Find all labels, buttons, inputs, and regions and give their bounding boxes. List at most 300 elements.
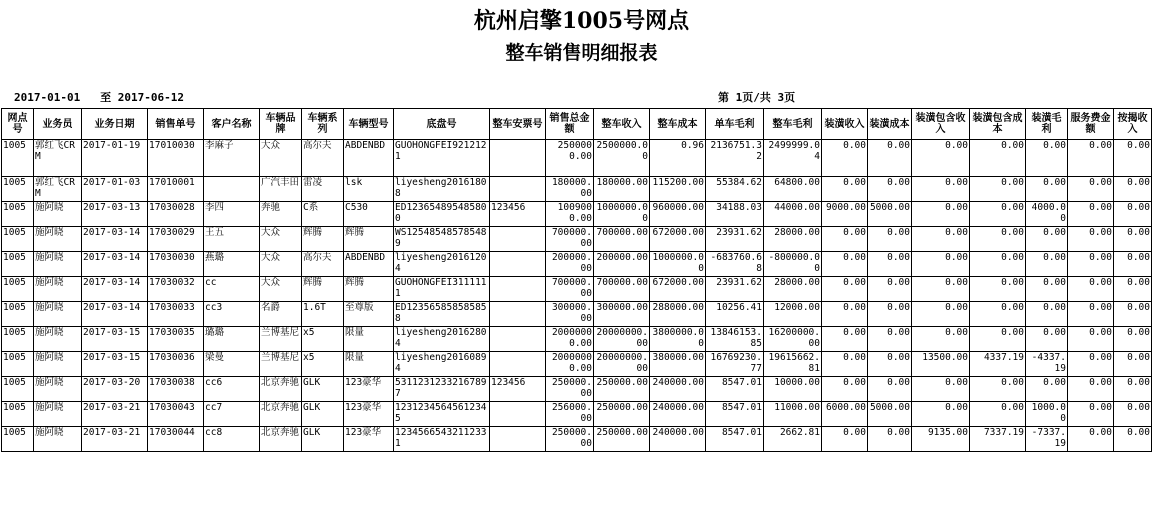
table-cell: 20000000.00 xyxy=(594,352,650,377)
table-cell: 17030044 xyxy=(148,427,204,452)
table-cell: 大众 xyxy=(260,227,302,252)
table-cell: 2017-03-21 xyxy=(82,427,148,452)
table-cell: 700000.00 xyxy=(594,277,650,302)
table-cell: 0.00 xyxy=(822,427,868,452)
table-cell: 辉腾 xyxy=(302,277,344,302)
table-cell: 0.00 xyxy=(868,140,912,177)
table-cell: 0.00 xyxy=(912,252,970,277)
table-cell: 兰博基尼 xyxy=(260,352,302,377)
table-cell: 王五 xyxy=(204,227,260,252)
table-cell: 郭红飞CRM xyxy=(34,177,82,202)
table-cell: 0.00 xyxy=(1026,177,1068,202)
table-cell: ABDENBD xyxy=(344,252,394,277)
column-header: 整车收入 xyxy=(594,109,650,140)
table-cell: 0.00 xyxy=(912,302,970,327)
table-cell: 高尔夫 xyxy=(302,140,344,177)
column-header: 整车安票号 xyxy=(490,109,546,140)
table-cell: 0.00 xyxy=(1026,140,1068,177)
table-cell: 李四 xyxy=(204,202,260,227)
table-row xyxy=(2,277,1152,302)
table-cell: 0.00 xyxy=(1068,202,1114,227)
table-cell: 17030038 xyxy=(148,377,204,402)
table-cell: 240000.00 xyxy=(650,402,706,427)
column-header: 按揭收入 xyxy=(1114,109,1152,140)
column-header: 业务员 xyxy=(34,109,82,140)
table-cell: 55384.62 xyxy=(706,177,764,202)
table-cell: 0.00 xyxy=(1068,252,1114,277)
table-cell: 0.00 xyxy=(1114,252,1152,277)
table-row xyxy=(2,202,1152,227)
table-cell: 0.00 xyxy=(1068,352,1114,377)
table-cell: 17030030 xyxy=(148,252,204,277)
table-cell: 施阿晓 xyxy=(34,427,82,452)
table-cell: 17030035 xyxy=(148,327,204,352)
column-header: 装潢包含成本 xyxy=(970,109,1026,140)
table-cell: ED123654895485800 xyxy=(394,202,490,227)
table-cell: 0.00 xyxy=(1068,302,1114,327)
table-cell: 1005 xyxy=(2,302,34,327)
table-cell: 施阿晓 xyxy=(34,402,82,427)
table-cell: 辉腾 xyxy=(344,277,394,302)
table-cell: -800000.00 xyxy=(764,252,822,277)
table-cell: 0.00 xyxy=(822,352,868,377)
date-start: 2017-01-01 xyxy=(14,91,81,104)
table-cell: 北京奔驰 xyxy=(260,402,302,427)
table-cell: 700000.00 xyxy=(546,277,594,302)
table-cell: 12312345645612345 xyxy=(394,402,490,427)
table-cell: 0.00 xyxy=(822,277,868,302)
table-row xyxy=(2,377,1152,402)
table-cell: 1005 xyxy=(2,377,34,402)
table-cell: 250000.00 xyxy=(594,402,650,427)
table-cell: 施阿晓 xyxy=(34,227,82,252)
table-cell: 19615662.81 xyxy=(764,352,822,377)
table-cell: 13846153.85 xyxy=(706,327,764,352)
table-row xyxy=(2,252,1152,277)
table-cell: 0.00 xyxy=(970,202,1026,227)
table-cell: 1005 xyxy=(2,252,34,277)
table-cell: 0.00 xyxy=(822,377,868,402)
table-cell: 雷凌 xyxy=(302,177,344,202)
table-cell xyxy=(490,277,546,302)
table-cell: 0.00 xyxy=(970,402,1026,427)
table-cell: 2500000.00 xyxy=(594,140,650,177)
table-cell: 7337.19 xyxy=(970,427,1026,452)
table-cell: 0.00 xyxy=(822,177,868,202)
table-cell: 5000.00 xyxy=(868,402,912,427)
table-cell: 2662.81 xyxy=(764,427,822,452)
table-cell: 限量 xyxy=(344,352,394,377)
table-cell: 17010030 xyxy=(148,140,204,177)
column-header: 销售总金额 xyxy=(546,109,594,140)
table-cell: 64800.00 xyxy=(764,177,822,202)
table-cell: 1.6T xyxy=(302,302,344,327)
table-cell: 0.00 xyxy=(970,377,1026,402)
table-cell: 0.00 xyxy=(868,302,912,327)
table-cell: 施阿晓 xyxy=(34,252,82,277)
table-cell: 0.00 xyxy=(1068,177,1114,202)
table-cell: 0.00 xyxy=(970,277,1026,302)
table-cell: -7337.19 xyxy=(1026,427,1068,452)
table-cell: 20000000.00 xyxy=(546,327,594,352)
table-cell: 6000.00 xyxy=(822,402,868,427)
table-cell: GUOHONGFEI3111111 xyxy=(394,277,490,302)
table-cell: 2017-03-14 xyxy=(82,227,148,252)
table-cell: cc3 xyxy=(204,302,260,327)
table-cell: 奔驰 xyxy=(260,202,302,227)
table-cell: 0.00 xyxy=(868,427,912,452)
table-cell: 0.00 xyxy=(868,277,912,302)
column-header: 业务日期 xyxy=(82,109,148,140)
table-cell: 200000.00 xyxy=(546,252,594,277)
table-cell: 700000.00 xyxy=(546,227,594,252)
table-cell: ED123565858585858 xyxy=(394,302,490,327)
table-cell: 1005 xyxy=(2,177,34,202)
table-cell: WS125485485785489 xyxy=(394,227,490,252)
table-cell: 1005 xyxy=(2,427,34,452)
table-cell: 0.00 xyxy=(822,227,868,252)
table-cell: 0.00 xyxy=(1114,302,1152,327)
table-cell: 250000.00 xyxy=(594,377,650,402)
table-cell: 180000.00 xyxy=(546,177,594,202)
table-cell: 2017-03-15 xyxy=(82,352,148,377)
table-cell: 0.00 xyxy=(1114,277,1152,302)
table-cell xyxy=(490,402,546,427)
table-cell: 250000.00 xyxy=(546,427,594,452)
table-cell: 17030028 xyxy=(148,202,204,227)
table-cell: liyesheng20162804 xyxy=(394,327,490,352)
table-cell: 2499999.04 xyxy=(764,140,822,177)
table-cell xyxy=(490,302,546,327)
column-header: 车辆系列 xyxy=(302,109,344,140)
table-cell: 1000.00 xyxy=(1026,402,1068,427)
column-header: 车辆品牌 xyxy=(260,109,302,140)
table-cell: 1005 xyxy=(2,327,34,352)
table-cell: -4337.19 xyxy=(1026,352,1068,377)
table-cell: 0.00 xyxy=(1026,252,1068,277)
table-cell: 2017-01-19 xyxy=(82,140,148,177)
table-cell: 20000000.00 xyxy=(594,327,650,352)
table-cell: 大众 xyxy=(260,252,302,277)
table-cell xyxy=(204,177,260,202)
table-cell: 17010001 xyxy=(148,177,204,202)
table-cell: 34188.03 xyxy=(706,202,764,227)
table-cell xyxy=(490,140,546,177)
table-cell: 200000.00 xyxy=(594,252,650,277)
table-cell: liyesheng20160894 xyxy=(394,352,490,377)
table-cell: 李麻子 xyxy=(204,140,260,177)
table-cell: 北京奔驰 xyxy=(260,377,302,402)
table-cell: 2500000.00 xyxy=(546,140,594,177)
table-cell: 施阿晓 xyxy=(34,327,82,352)
table-cell: 大众 xyxy=(260,277,302,302)
table-cell: 8547.01 xyxy=(706,377,764,402)
table-cell: 辉腾 xyxy=(302,227,344,252)
table-cell: 璐璐 xyxy=(204,327,260,352)
table-cell: 2017-03-14 xyxy=(82,252,148,277)
table-cell: 0.00 xyxy=(868,252,912,277)
table-cell: 8547.01 xyxy=(706,402,764,427)
table-row xyxy=(2,427,1152,452)
table-cell: 梁曼 xyxy=(204,352,260,377)
table-cell: 0.00 xyxy=(1114,327,1152,352)
table-cell: 11000.00 xyxy=(764,402,822,427)
table-cell: 123456 xyxy=(490,377,546,402)
table-cell: 施阿晓 xyxy=(34,377,82,402)
table-cell: 兰博基尼 xyxy=(260,327,302,352)
report-title: 杭州启擎1005号网点 xyxy=(473,8,690,34)
table-cell: 17030033 xyxy=(148,302,204,327)
table-cell: 0.00 xyxy=(970,252,1026,277)
table-cell: 240000.00 xyxy=(650,377,706,402)
table-cell: 2017-01-03 xyxy=(82,177,148,202)
table-cell: 0.00 xyxy=(1026,377,1068,402)
table-cell: 10256.41 xyxy=(706,302,764,327)
table-cell: 2017-03-14 xyxy=(82,277,148,302)
table-cell: 23931.62 xyxy=(706,227,764,252)
table-cell: 1005 xyxy=(2,140,34,177)
column-header: 装潢毛利 xyxy=(1026,109,1068,140)
table-cell: 240000.00 xyxy=(650,427,706,452)
table-cell: 123豪华 xyxy=(344,427,394,452)
table-cell: 123456 xyxy=(490,202,546,227)
column-header: 整车毛利 xyxy=(764,109,822,140)
table-cell: 0.00 xyxy=(912,277,970,302)
table-cell: 0.00 xyxy=(970,177,1026,202)
table-cell: -683760.68 xyxy=(706,252,764,277)
sales-detail-table xyxy=(1,108,1152,452)
table-cell: 0.96 xyxy=(650,140,706,177)
table-cell xyxy=(490,427,546,452)
table-cell: 380000.00 xyxy=(650,352,706,377)
report-subtitle: 整车销售明细报表 xyxy=(505,42,658,64)
table-row xyxy=(2,352,1152,377)
table-cell: 16769230.77 xyxy=(706,352,764,377)
table-cell: 0.00 xyxy=(912,377,970,402)
table-cell: 0.00 xyxy=(1114,227,1152,252)
table-cell: 123豪华 xyxy=(344,377,394,402)
table-cell: 960000.00 xyxy=(650,202,706,227)
table-cell: 施阿晓 xyxy=(34,202,82,227)
table-cell xyxy=(490,177,546,202)
table-cell: 20000000.00 xyxy=(546,352,594,377)
table-cell: 燕璐 xyxy=(204,252,260,277)
table-cell: 16200000.00 xyxy=(764,327,822,352)
table-cell: 256000.00 xyxy=(546,402,594,427)
table-cell: 672000.00 xyxy=(650,227,706,252)
table-cell: 0.00 xyxy=(868,377,912,402)
table-cell: 0.00 xyxy=(1114,140,1152,177)
table-cell: 0.00 xyxy=(868,352,912,377)
table-cell: 123豪华 xyxy=(344,402,394,427)
table-cell: x5 xyxy=(302,352,344,377)
table-cell: 13500.00 xyxy=(912,352,970,377)
table-cell: 300000.00 xyxy=(546,302,594,327)
table-cell: 0.00 xyxy=(1068,377,1114,402)
table-cell: 9135.00 xyxy=(912,427,970,452)
table-cell: 0.00 xyxy=(1114,352,1152,377)
table-cell: 施阿晓 xyxy=(34,302,82,327)
column-header: 服务费金额 xyxy=(1068,109,1114,140)
table-cell: 250000.00 xyxy=(546,377,594,402)
table-cell: 53112312332167897 xyxy=(394,377,490,402)
table-cell: 0.00 xyxy=(1068,277,1114,302)
table-cell: 3800000.00 xyxy=(650,327,706,352)
table-cell: 17030036 xyxy=(148,352,204,377)
table-cell: liyesheng20161808 xyxy=(394,177,490,202)
table-cell: 广汽丰田 xyxy=(260,177,302,202)
table-cell: 限量 xyxy=(344,327,394,352)
table-cell: 0.00 xyxy=(912,402,970,427)
column-header: 底盘号 xyxy=(394,109,490,140)
table-cell: 0.00 xyxy=(970,327,1026,352)
column-header: 装潢包含收入 xyxy=(912,109,970,140)
table-cell xyxy=(490,352,546,377)
table-cell: 0.00 xyxy=(912,327,970,352)
table-cell: 高尔夫 xyxy=(302,252,344,277)
table-cell: 0.00 xyxy=(1026,302,1068,327)
table-cell: GUOHONGFEI9212121 xyxy=(394,140,490,177)
table-cell: 5000.00 xyxy=(868,202,912,227)
table-cell: 大众 xyxy=(260,140,302,177)
table-cell: 1005 xyxy=(2,227,34,252)
table-cell: 23931.62 xyxy=(706,277,764,302)
table-cell: 10000.00 xyxy=(764,377,822,402)
table-cell: x5 xyxy=(302,327,344,352)
table-cell: 0.00 xyxy=(970,227,1026,252)
table-cell: 0.00 xyxy=(970,302,1026,327)
date-end: 2017-06-12 xyxy=(117,91,184,104)
table-cell: 0.00 xyxy=(912,227,970,252)
table-cell: 180000.00 xyxy=(594,177,650,202)
table-cell: GLK xyxy=(302,377,344,402)
table-cell xyxy=(490,327,546,352)
table-cell: 288000.00 xyxy=(650,302,706,327)
table-cell: 250000.00 xyxy=(594,427,650,452)
column-header: 销售单号 xyxy=(148,109,204,140)
table-header-row xyxy=(2,109,1152,140)
table-cell: 辉腾 xyxy=(344,227,394,252)
table-cell: 0.00 xyxy=(1114,202,1152,227)
table-cell: 17030032 xyxy=(148,277,204,302)
column-header: 整车成本 xyxy=(650,109,706,140)
table-cell xyxy=(490,252,546,277)
table-cell: 17030043 xyxy=(148,402,204,427)
table-cell: cc6 xyxy=(204,377,260,402)
table-cell: 施阿晓 xyxy=(34,352,82,377)
table-cell: 0.00 xyxy=(1068,427,1114,452)
table-cell: cc xyxy=(204,277,260,302)
table-cell: 0.00 xyxy=(822,302,868,327)
date-separator: 至 xyxy=(100,91,112,104)
table-cell: 0.00 xyxy=(1114,402,1152,427)
table-cell: C530 xyxy=(344,202,394,227)
table-cell: 44000.00 xyxy=(764,202,822,227)
table-cell: C系 xyxy=(302,202,344,227)
column-header: 客户名称 xyxy=(204,109,260,140)
column-header: 单车毛利 xyxy=(706,109,764,140)
table-cell: 2017-03-21 xyxy=(82,402,148,427)
page-indicator: 第 1页/共 3页 xyxy=(718,91,796,104)
table-cell: GLK xyxy=(302,402,344,427)
table-cell: 北京奔驰 xyxy=(260,427,302,452)
table-cell: 0.00 xyxy=(1068,227,1114,252)
table-cell: 0.00 xyxy=(1026,227,1068,252)
table-cell: 0.00 xyxy=(868,327,912,352)
table-cell: 2017-03-13 xyxy=(82,202,148,227)
table-cell: 施阿晓 xyxy=(34,277,82,302)
table-cell: 1005 xyxy=(2,202,34,227)
column-header: 车辆型号 xyxy=(344,109,394,140)
table-cell: lsk xyxy=(344,177,394,202)
table-row xyxy=(2,227,1152,252)
table-cell: 300000.00 xyxy=(594,302,650,327)
table-cell: 0.00 xyxy=(912,140,970,177)
table-cell: 名爵 xyxy=(260,302,302,327)
table-cell: 至尊版 xyxy=(344,302,394,327)
table-cell: 0.00 xyxy=(1026,327,1068,352)
table-cell: 2136751.32 xyxy=(706,140,764,177)
table-cell: 1005 xyxy=(2,402,34,427)
table-cell: 4000.00 xyxy=(1026,202,1068,227)
table-cell: ABDENBD xyxy=(344,140,394,177)
column-header: 网点号 xyxy=(2,109,34,140)
table-cell: 0.00 xyxy=(1114,377,1152,402)
table-cell: 1000000.00 xyxy=(594,202,650,227)
table-cell: 28000.00 xyxy=(764,277,822,302)
table-cell: 0.00 xyxy=(1068,140,1114,177)
table-cell: 2017-03-14 xyxy=(82,302,148,327)
table-row xyxy=(2,302,1152,327)
date-range xyxy=(14,89,184,105)
table-cell: 4337.19 xyxy=(970,352,1026,377)
table-cell: 1005 xyxy=(2,352,34,377)
table-cell: 0.00 xyxy=(1114,427,1152,452)
table-row xyxy=(2,177,1152,202)
table-cell: 12345665432112331 xyxy=(394,427,490,452)
table-cell: 1009000.00 xyxy=(546,202,594,227)
table-cell: 17030029 xyxy=(148,227,204,252)
table-cell: 0.00 xyxy=(1068,327,1114,352)
table-cell: 28000.00 xyxy=(764,227,822,252)
table-cell: cc7 xyxy=(204,402,260,427)
table-cell: 0.00 xyxy=(1068,402,1114,427)
table-cell: 0.00 xyxy=(1114,177,1152,202)
table-cell: 8547.01 xyxy=(706,427,764,452)
table-cell: 2017-03-20 xyxy=(82,377,148,402)
table-cell: 0.00 xyxy=(970,140,1026,177)
table-row xyxy=(2,402,1152,427)
table-cell: cc8 xyxy=(204,427,260,452)
table-cell: 12000.00 xyxy=(764,302,822,327)
table-cell: 9000.00 xyxy=(822,202,868,227)
table-cell: GLK xyxy=(302,427,344,452)
column-header: 装潢收入 xyxy=(822,109,868,140)
table-cell xyxy=(490,227,546,252)
table-cell: 700000.00 xyxy=(594,227,650,252)
table-cell: 0.00 xyxy=(822,252,868,277)
table-cell: 0.00 xyxy=(912,177,970,202)
table-cell: 2017-03-15 xyxy=(82,327,148,352)
table-cell: 0.00 xyxy=(868,227,912,252)
table-row xyxy=(2,327,1152,352)
table-cell: 0.00 xyxy=(868,177,912,202)
table-cell: 115200.00 xyxy=(650,177,706,202)
table-cell: 0.00 xyxy=(822,327,868,352)
table-cell: 0.00 xyxy=(1026,277,1068,302)
table-cell: liyesheng20161204 xyxy=(394,252,490,277)
column-header: 装潢成本 xyxy=(868,109,912,140)
